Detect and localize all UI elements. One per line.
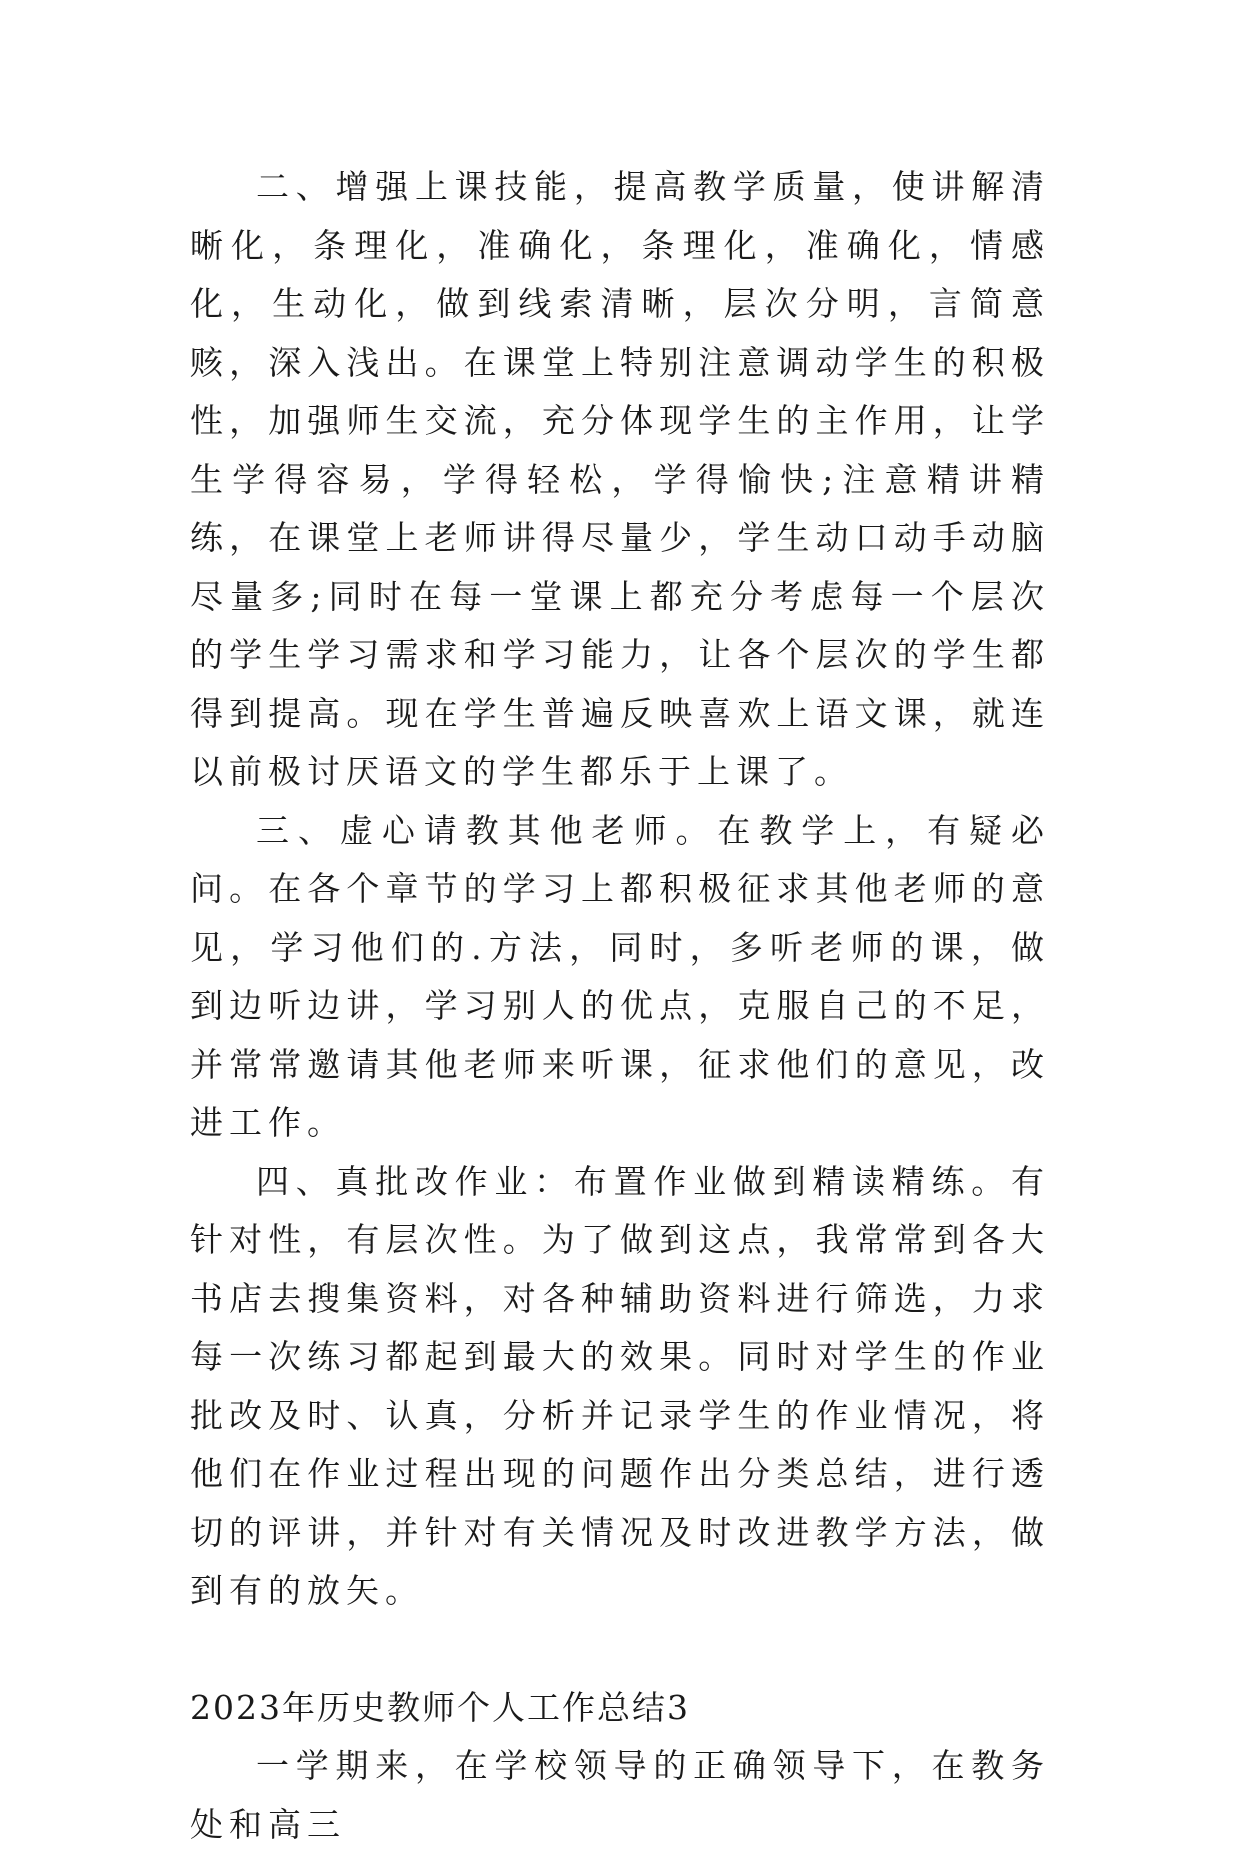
paragraph-consult-teachers: 三、虚心请教其他老师。在教学上，有疑必问。在各个章节的学习上都积极征求其他老师的意见，学习他们的.方法，同时，多听老师的课，做到边听边讲，学习别人的优点，克服自己的不足，并常常邀请其他老师来听课，征求他们的意见，改进工作。 (190, 810, 1050, 1142)
document-body (190, 158, 1050, 1854)
paragraph-teaching-skills: 二、增强上课技能，提高教学质量，使讲解清晰化，条理化，准确化，条理化，准确化，情感化，生动化，做到线索清晰，层次分明，言简意赅，深入浅出。在课堂上特别注意调动学生的积极性，加强师生交流，充分体现学生的主作用，让学生学得容易，学得轻松，学得愉快;注意精讲精练，在课堂上老师讲得尽量少，学生动口动手动脑尽量多;同时在每一堂课上都充分考虑每一个层次的学生学习需求和学习能力，让各个层次的学生都得到提高。现在学生普遍反映喜欢上语文课，就连以前极讨厌语文的学生都乐于上课了。 (190, 167, 1050, 791)
paragraph-homework: 四、真批改作业：布置作业做到精读精练。有针对性，有层次性。为了做到这点，我常常到各大书店去搜集资料，对各种辅助资料进行筛选，力求每一次练习都起到最大的效果。同时对学生的作业批改及时、认真，分析并记录学生的作业情况，将他们在作业过程出现的问题作出分类总结，进行透切的评讲，并针对有关情况及时改进教学方法，做到有的放矢。 (190, 1161, 1050, 1610)
paragraph-semester-summary: 一学期来，在学校领导的正确领导下，在教务处和高三 (190, 1746, 1050, 1844)
section-title: 2023年历史教师个人工作总结3 (190, 1687, 690, 1727)
